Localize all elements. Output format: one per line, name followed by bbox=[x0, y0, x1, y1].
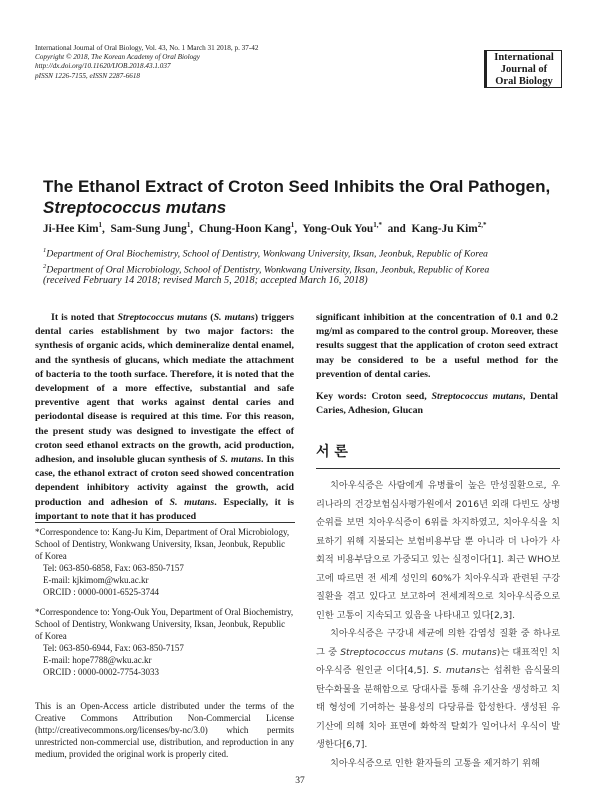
footnote-divider bbox=[35, 522, 295, 523]
correspondence-address: *Correspondence to: Yong-Ouk You, Department of Oral Biochemistry, School of Dentistry, Wonkwang University, Iksan, Jeonbuk, Republic of Korea bbox=[35, 607, 294, 641]
author-sup: 1,* bbox=[373, 221, 382, 229]
author-name: Ji-Hee Kim bbox=[43, 222, 99, 235]
citation-line: International Journal of Oral Biology, Vol. 43, No. 1 March 31 2018, p. 37-42 bbox=[35, 44, 259, 52]
aff-sup: 1 bbox=[43, 247, 47, 254]
correspondence-email[interactable]: E-mail: hope7788@wku.ac.kr bbox=[43, 655, 152, 665]
author-list: Ji-Hee Kim$^1$, Sam-Sung Jung$^1$, Chung-Hoon Kang$^1$, Yong-Ouk You$^{1,*}$ and Kang-Ju Kim$^{2,*}$ bbox=[43, 221, 487, 235]
journal-header-meta bbox=[35, 44, 335, 81]
section-divider bbox=[316, 468, 560, 469]
correspondence-tel: Tel: 063-850-6944, Fax: 063-850-7157 bbox=[43, 643, 184, 653]
abstract-text: ( bbox=[207, 312, 214, 323]
author-and: and bbox=[387, 222, 406, 235]
abstract-text: ) triggers dental caries establishment by two major factors: the synthesis of organic acids, which demineralize dental enamel, and the synthesis of glucans, which mediate the attachment of bacteria to the tooth surface. Therefore, it is noted that the development of a more effective, substantial and safe preventive agent that works against dental caries and periodontal disease is required at this time. For this reason, the present study was designed to investigate the effect of croton seed ethanol extracts on the growth, acid production, adhesion, and insoluble glucan synthesis of bbox=[35, 312, 294, 466]
paragraph-text: 치아우식증은 구강내 세균에 의한 감염성 질환 중 하나로 그 중 bbox=[316, 628, 560, 658]
keyword-species: Streptococcus mutans bbox=[431, 391, 523, 402]
abstract-text: . Especially, it is important to note that it has produced bbox=[35, 496, 294, 522]
section-heading: 서 론 bbox=[316, 444, 348, 460]
abstract-left bbox=[35, 311, 294, 524]
correspondence-item bbox=[35, 606, 294, 678]
journal-box-line: Oral Biology bbox=[495, 76, 553, 87]
paragraph-species: Streptococcus mutans bbox=[340, 646, 444, 658]
aff-text: Department of Oral Microbiology, School of Dentistry, Wonkwang University, Iksan, Jeonbuk, Republic of Korea bbox=[46, 264, 490, 276]
author-name: Kang-Ju Kim bbox=[411, 222, 478, 235]
title-species: Streptococcus mutans bbox=[43, 198, 227, 217]
affiliations bbox=[43, 245, 563, 277]
paragraph: 치아우식증은 사람에게 유병률이 높은 만성질환으로, 우리나라의 건강보험심사평가원에서 2016년 외래 다빈도 상병 순위를 보면 치아우식증이 6위를 차지하였고, 치아우식을 치료하기 위해 지불되는 보험비용부담 뿐 아니라 더 나아가 사회적 비용부담으로 가중되고 있는 실정이다[1]. 최근 WHO보고에 따르면 전 세계 성인의 60%가 치아우식과 관련된 구강질환을 겪고 있다고 보고하여 전세계적으로 치아우식증으로 인한 고통이 지속되고 있음을 나타내고 있다[2,3]. bbox=[316, 480, 560, 621]
abstract-text: . In this case, the ethanol extract of croton seed showed concentration dependent inhibitory activity against the growth, acid production and adhesion of bbox=[35, 454, 294, 508]
author-name: Chung-Hoon Kang bbox=[198, 222, 291, 235]
copyright-line: Copyright © 2018, The Korean Academy of Oral Biology bbox=[35, 53, 200, 62]
paragraph-text: ( bbox=[443, 646, 451, 658]
paragraph-text: 는 섭취한 음식물의 탄수화물을 분해함으로 당대사를 통해 유기산을 생성하고 치태 형성에 기여하는 불용성의 다당류를 합성한다. 생성된 유기산에 의해 치아 표면에 화학적 탈회가 일어나서 우식이 발생한다[6,7]. bbox=[316, 665, 561, 750]
received-dates: (received February 14 2018; revised March 5, 2018; accepted March 16, 2018) bbox=[43, 275, 368, 286]
doi-link[interactable]: http://dx.doi.org/10.11620/IJOB.2018.43.1.037 bbox=[35, 62, 171, 71]
author-name: Yong-Ouk You bbox=[302, 222, 374, 235]
correspondence-orcid: ORCID : 0000-0002-7754-3033 bbox=[43, 667, 159, 677]
aff-text: Department of Oral Biochemistry, School of Dentistry, Wonkwang University, Iksan, Jeonbuk, Republic of Korea bbox=[46, 248, 488, 260]
abstract-species: S. mutans bbox=[213, 312, 255, 323]
paper-title bbox=[43, 176, 563, 218]
journal-box-line: Journal of bbox=[500, 64, 548, 75]
correspondence-tel: Tel: 063-850-6858, Fax: 063-850-7157 bbox=[43, 563, 184, 573]
correspondence-item bbox=[35, 526, 294, 598]
paragraph-species: S. mutans bbox=[450, 646, 497, 658]
abstract-species: S. mutans bbox=[220, 454, 262, 466]
author-sup: 1 bbox=[186, 221, 191, 229]
correspondence-block bbox=[35, 526, 294, 686]
author-sup: 2,* bbox=[477, 221, 487, 229]
keywords-rest: , Dental Caries, Adhesion, Glucan bbox=[316, 391, 559, 417]
keywords bbox=[316, 390, 558, 418]
paragraph: 치아우식증으로 인한 환자들의 고통을 제거하기 위해 bbox=[330, 757, 540, 769]
correspondence-orcid: ORCID : 0000-0001-6525-3744 bbox=[43, 587, 159, 597]
correspondence-email[interactable]: E-mail: kjkimom@wku.ac.kr bbox=[43, 575, 149, 585]
correspondence-address: *Correspondence to: Kang-Ju Kim, Department of Oral Microbiology, School of Dentistry, Wonkwang University, Iksan, Jeonbuk, Republic of Korea bbox=[35, 527, 290, 561]
introduction-body bbox=[316, 477, 560, 773]
journal-logo-box bbox=[484, 50, 562, 88]
issn-line: pISSN 1226-7155, eISSN 2287-6618 bbox=[35, 71, 141, 80]
paragraph-species: S. mutans bbox=[433, 665, 481, 676]
title-main: The Ethanol Extract of Croton Seed Inhibits the Oral Pathogen, bbox=[43, 177, 551, 196]
author-sup: 1 bbox=[98, 221, 103, 229]
aff-sup: 2 bbox=[43, 262, 47, 270]
page-number: 37 bbox=[295, 776, 305, 786]
paragraph-text: )는 대표적인 치아우식증 원인균 이다[4,5]. bbox=[316, 646, 560, 676]
author-sup: 1 bbox=[290, 221, 295, 229]
abstract-species: Streptococcus mutans bbox=[117, 312, 208, 323]
paragraph bbox=[316, 625, 560, 755]
affiliation-item bbox=[43, 245, 563, 261]
author-name: Sam-Sung Jung bbox=[110, 222, 187, 235]
open-access-notice: This is an Open-Access article distributed under the terms of the Creative Commons Attribution Non-Commercial License (http://creativecommons.org/licenses/by-nc/3.0) which permits unrestricted non-commercial use, distribution, and reproduction in any medium, provided the original work is properly cited. bbox=[35, 701, 294, 759]
keywords-label: Key words: Croton seed, bbox=[316, 391, 432, 402]
journal-box-line: International bbox=[494, 52, 554, 63]
abstract-text: It is noted that bbox=[51, 312, 118, 323]
abstract-species: S. mutans bbox=[169, 496, 215, 508]
abstract-right: significant inhibition at the concentration of 0.1 and 0.2 mg/ml as compared to the control group. Moreover, these results suggest that the application of croton seed extract may be considered to be a useful method for the prevention of dental caries. bbox=[316, 312, 558, 380]
